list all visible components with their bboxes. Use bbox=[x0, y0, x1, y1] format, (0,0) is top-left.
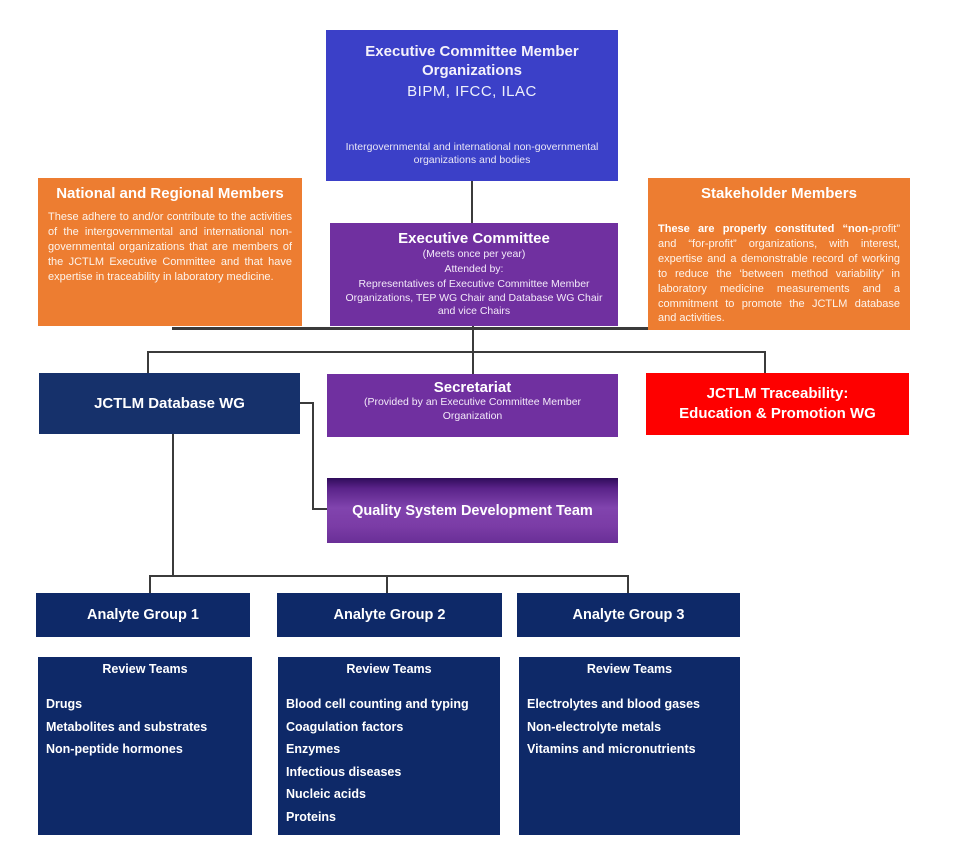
executive-committee-frequency: (Meets once per year) bbox=[422, 248, 526, 260]
review-teams-group-3-box bbox=[519, 657, 740, 835]
connector-drop-group3 bbox=[627, 575, 629, 593]
review-team-item: Coagulation factors bbox=[286, 719, 404, 734]
stakeholder-description bbox=[648, 222, 910, 327]
stakeholder-members-box bbox=[648, 178, 910, 330]
connector-groups-horizontal bbox=[149, 575, 629, 577]
traceability-wg-title: JCTLM Traceability: Education & Promotion WG bbox=[679, 384, 876, 422]
review-teams-heading: Review Teams bbox=[346, 662, 432, 676]
connector-quality-stub bbox=[312, 508, 327, 510]
connector-drop-traceability-wg bbox=[764, 351, 766, 373]
stakeholder-description-bold: These are properly constituted “non- bbox=[658, 222, 872, 235]
connector-row2-horizontal bbox=[147, 351, 766, 353]
review-team-item: Infectious diseases bbox=[286, 764, 402, 779]
quality-team-title: Quality System Development Team bbox=[352, 502, 593, 519]
analyte-group-3-title: Analyte Group 3 bbox=[572, 607, 685, 623]
connector-top-to-exec bbox=[471, 181, 473, 223]
national-regional-members-box bbox=[38, 178, 302, 326]
review-teams-group-2-box bbox=[278, 657, 500, 835]
national-regional-description: These adhere to and/or contribute to the activities of the intergovernmental and international non-governmental organizations that are members of the JCTLM Executive Committee and that have expertise in traceability in laboratory medicine. bbox=[48, 210, 292, 283]
analyte-group-2-title: Analyte Group 2 bbox=[333, 607, 446, 623]
analyte-group-1-box bbox=[36, 593, 250, 637]
jctlm-database-wg-box bbox=[39, 373, 300, 434]
secretariat-box bbox=[327, 374, 618, 437]
exec-committee-member-orgs-box bbox=[326, 30, 618, 181]
review-team-item: Proteins bbox=[286, 809, 337, 824]
analyte-group-3-box bbox=[517, 593, 740, 637]
review-team-item: Electrolytes and blood gases bbox=[527, 697, 700, 711]
stakeholder-description-rest: profit” and “for-profit” organizations, with interest, expertise and a demonstrable record of working to reduce the ‘between method variability’ in laboratory medicine measurements and a commitment to promote the JCTLM database and activities. bbox=[658, 222, 900, 325]
review-teams-list bbox=[38, 693, 252, 761]
review-team-item: Drugs bbox=[46, 697, 83, 711]
secretariat-provider-note: (Provided by an Executive Committee Member Organization bbox=[363, 396, 582, 422]
review-team-item: Non-peptide hormones bbox=[46, 742, 183, 756]
connector-dbwg-to-groups bbox=[172, 434, 174, 577]
review-teams-list bbox=[278, 693, 500, 828]
review-teams-group-1-box bbox=[38, 657, 252, 835]
connector-drop-database-wg bbox=[147, 351, 149, 373]
review-team-item: Non-electrolyte metals bbox=[527, 719, 662, 734]
quality-system-development-team-box bbox=[327, 478, 618, 543]
connector-drop-group2 bbox=[386, 575, 388, 593]
review-team-item: Enzymes bbox=[286, 742, 341, 756]
review-team-item: Nucleic acids bbox=[286, 787, 366, 801]
review-teams-list bbox=[519, 693, 740, 761]
connector-dbwg-to-quality-vertical bbox=[312, 402, 314, 510]
secretariat-title: Secretariat bbox=[433, 379, 512, 396]
analyte-group-1-title: Analyte Group 1 bbox=[87, 607, 199, 623]
analyte-group-2-box bbox=[277, 593, 502, 637]
member-orgs-list: BIPM, IFCC, ILAC bbox=[407, 82, 537, 100]
member-orgs-note: Intergovernmental and international non-governmental organizations and bodies bbox=[345, 140, 599, 167]
jctlm-database-wg-title: JCTLM Database WG bbox=[94, 395, 245, 412]
connector-exec-to-secretariat bbox=[472, 326, 474, 374]
connector-drop-group1 bbox=[149, 575, 151, 593]
traceability-education-promotion-wg-box bbox=[646, 373, 909, 435]
review-team-item: Vitamins and micronutrients bbox=[527, 742, 696, 756]
national-regional-title: National and Regional Members bbox=[56, 185, 284, 202]
executive-committee-title: Executive Committee bbox=[398, 230, 550, 247]
stakeholder-title: Stakeholder Members bbox=[701, 185, 857, 202]
executive-committee-attended-label: Attended by: bbox=[444, 262, 504, 275]
review-teams-heading: Review Teams bbox=[586, 662, 673, 676]
review-team-item: Blood cell counting and typing bbox=[286, 697, 469, 711]
executive-committee-box bbox=[330, 223, 618, 326]
review-teams-heading: Review Teams bbox=[102, 662, 188, 676]
executive-committee-attendees: Representatives of Executive Committee Member Organizations, TEP WG Chair and Database WG Chair and vice Chairs bbox=[345, 277, 603, 318]
member-orgs-title: Executive Committee Member Organizations bbox=[365, 43, 579, 79]
review-team-item: Metabolites and substrates bbox=[46, 719, 208, 734]
